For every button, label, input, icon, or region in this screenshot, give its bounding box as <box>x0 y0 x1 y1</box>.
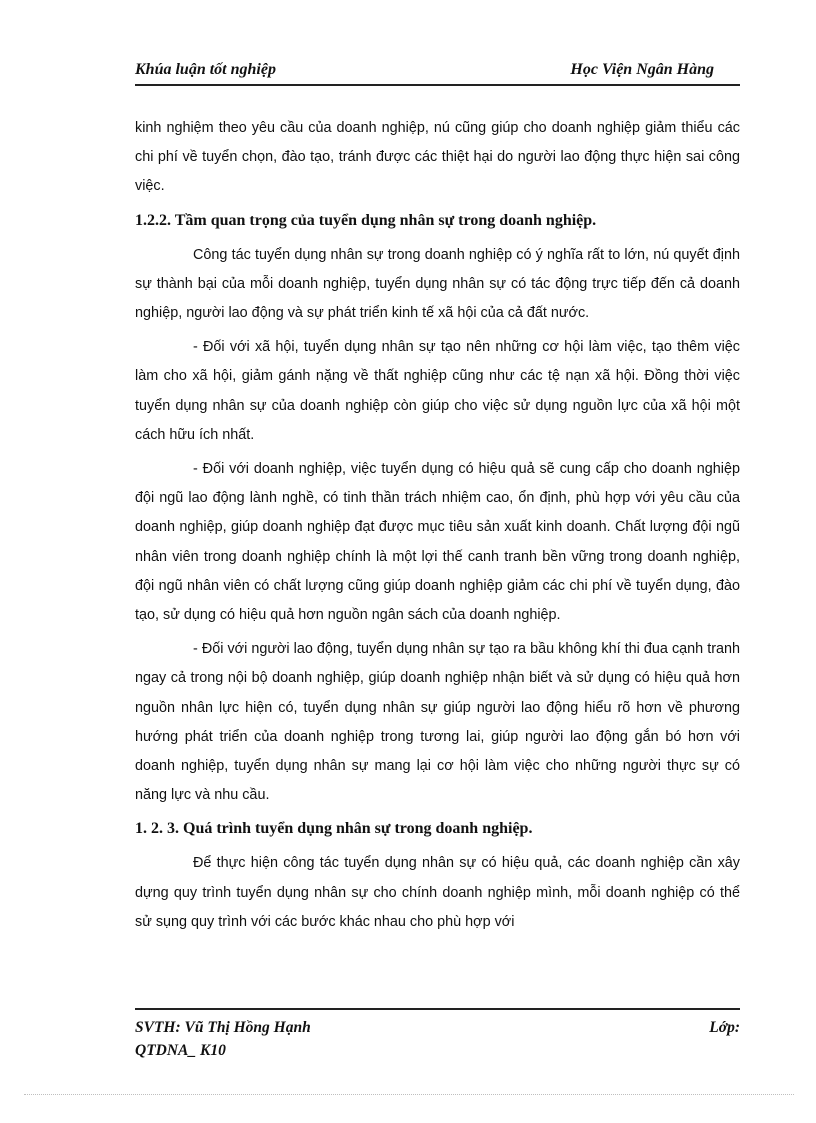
paragraph-importance: Công tác tuyển dụng nhân sự trong doanh nghiệp có ý nghĩa rất to lớn, nú quyết định sự thành bại của mỗi doanh nghiệp, tuyển dụng nhân sự có tác động trực tiếp đến cả doanh nghiệp, người lao động và sự phát triển kinh tế xã hội của cả đất nước. <box>135 246 740 322</box>
page-bottom-edge <box>24 1094 794 1095</box>
page-header <box>135 58 740 86</box>
paragraph-society: - Đối với xã hội, tuyển dụng nhân sự tạo nên những cơ hội làm việc, tạo thêm việc làm cho xã hội, giảm gánh nặng về thất nghiệp cũng như các tệ nạn xã hội. Đồng thời việc tuyển dụng nhân sự của doanh nghiệp còn giúp cho việc sử dụng nguồn lực của xã hội một cách hữu ích nhất. <box>135 339 740 443</box>
section-heading-1-2-2: 1.2.2. Tầm quan trọng của tuyển dụng nhân sự trong doanh nghiệp. <box>135 211 597 229</box>
page-footer <box>135 1008 740 1061</box>
section-heading-1-2-3: 1. 2. 3. Quá trình tuyển dụng nhân sự trong doanh nghiệp. <box>135 820 533 838</box>
footer-student-name: SVTH: Vũ Thị Hồng Hạnh <box>135 1019 311 1036</box>
paragraph-employee: - Đối với người lao động, tuyển dụng nhân sự tạo ra bầu không khí thi đua cạnh tranh ngay cả trong nội bộ doanh nghiệp, giúp doanh nghiệp nhận biết và sử dụng có hiệu quả hơn nguồn nhân lực hiện có, tuyển dụng nhân sự giúp người lao động hiểu rõ hơn về phương hướng phát triển của doanh nghiệp trong tương lai, giúp người lao động gắn bó hơn với doanh nghiệp, tuyển dụng nhân sự mang lại cơ hội làm việc cho những người thực sự có năng lực và nhu cầu. <box>135 641 740 804</box>
header-institution: Học Viện Ngân Hàng <box>570 61 714 78</box>
paragraph-process: Để thực hiện công tác tuyển dụng nhân sự có hiệu quả, các doanh nghiệp cần xây dựng quy trình tuyển dụng nhân sự cho chính doanh nghiệp mình, mỗi doanh nghiệp có thể sử sụng quy trình với các bước khác nhau cho phù hợp với <box>135 855 740 930</box>
footer-class-value: QTDNA_ K10 <box>135 1042 226 1059</box>
paragraph-enterprise: - Đối với doanh nghiệp, việc tuyển dụng có hiệu quả sẽ cung cấp cho doanh nghiệp đội ngũ lao động lành nghề, có tinh thần trách nhiệm cao, ổn định, phù hợp với yêu cầu của doanh nghiệp, giúp doanh nghiệp đạt được mục tiêu sản xuất kinh doanh. Chất lượng đội ngũ nhân viên trong doanh nghiệp chính là một lợi thế canh tranh bền vững trong doanh nghiệp, đội ngũ nhân viên có chất lượng cũng giúp doanh nghiệp giảm các chi phí về tuyển dụng, đào tạo, sử dụng có hiệu quả hơn nguồn ngân sách của doanh nghiệp. <box>135 461 740 624</box>
header-thesis-label: Khúa luận tốt nghiệp <box>135 61 276 78</box>
footer-class-label: Lớp: <box>709 1019 740 1036</box>
document-body <box>135 114 740 942</box>
paragraph-continuation: kinh nghiệm theo yêu cầu của doanh nghiệp, nú cũng giúp cho doanh nghiệp giảm thiểu các chi phí về tuyển chọn, đào tạo, tránh được các thiệt hại do người lao động thực hiện sai công việc. <box>135 120 740 195</box>
